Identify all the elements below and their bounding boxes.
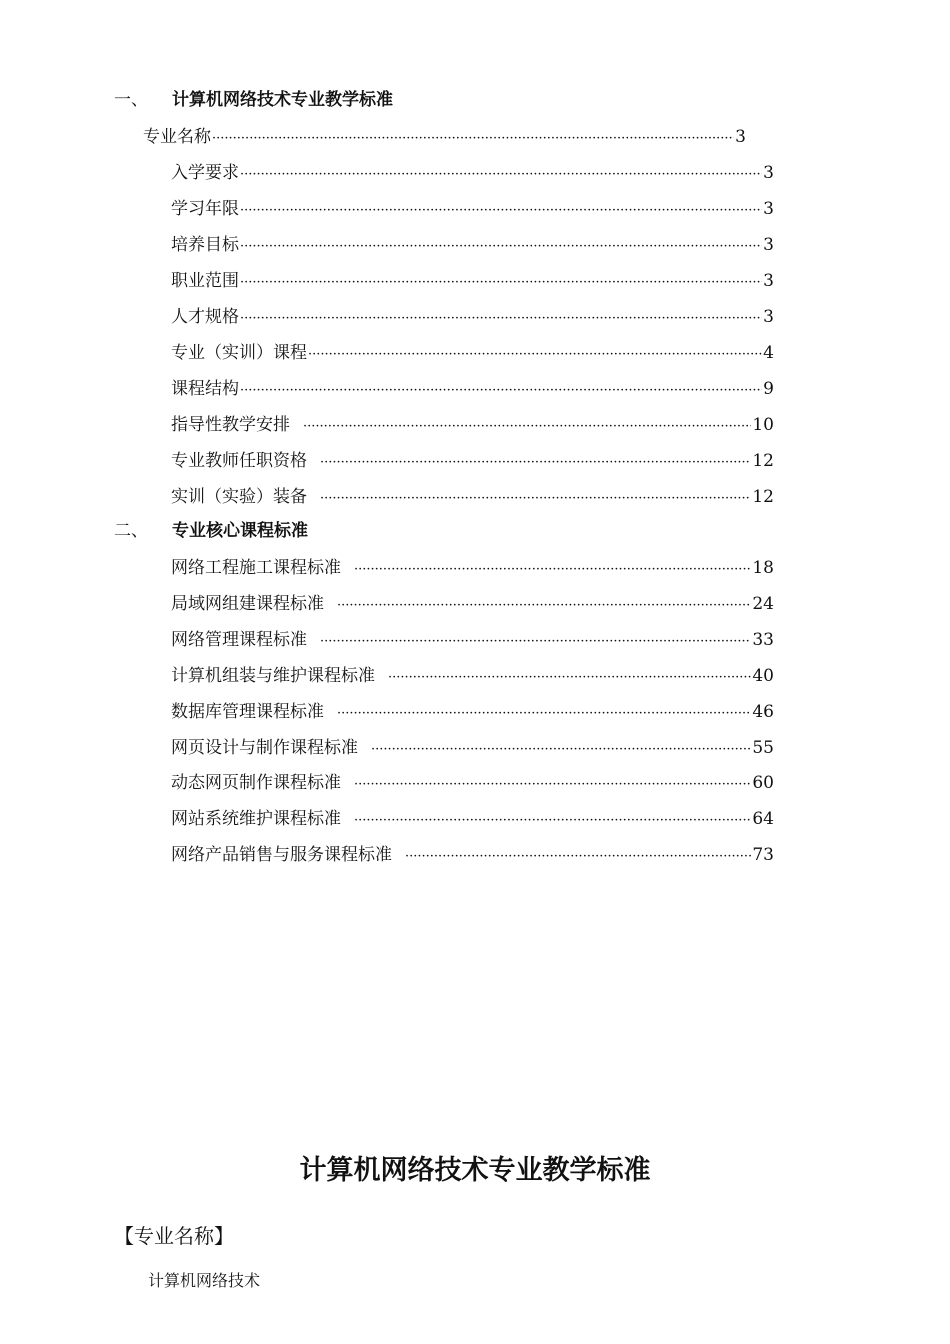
toc-entry-page: 3 [763,199,774,219]
toc-entry-page: 55 [752,738,774,758]
document-title: 计算机网络技术专业教学标准 [299,1155,651,1186]
toc-entry-label: 课程结构 [171,379,239,399]
toc-entry[interactable] [171,843,774,867]
toc-leader-dots [240,271,762,295]
toc-leader-dots [240,235,762,259]
toc-entry-page: 10 [752,415,774,435]
toc-entry-page: 3 [763,271,774,291]
toc-entry[interactable] [171,305,774,329]
toc-leader-dots [240,199,762,223]
toc-entry-page: 24 [752,594,774,614]
toc-entry-page: 64 [752,809,774,829]
toc-leader-dots [320,451,751,475]
toc-entry-page: 3 [735,127,746,147]
toc-entry-page: 3 [763,307,774,327]
toc-entry[interactable] [171,592,774,616]
toc-entry[interactable] [171,736,774,760]
toc-entry[interactable] [171,161,774,185]
toc-section-1-heading[interactable] [114,88,393,112]
toc-leader-dots [240,379,762,403]
toc-section-2-heading[interactable] [114,519,308,543]
toc-entry[interactable] [171,771,774,795]
toc-entry-page: 12 [752,451,774,471]
toc-entry-label: 学习年限 [171,199,239,219]
toc-entry[interactable] [171,807,774,831]
toc-entry-label: 动态网页制作课程标准 [171,773,341,793]
toc-leader-dots [337,594,751,618]
toc-leader-dots [337,702,751,726]
toc-entry-label: 专业（实训）课程 [171,343,307,363]
toc-entry-label: 网络管理课程标准 [171,630,307,650]
toc-entry-label: 培养目标 [171,235,239,255]
toc-entry-label: 网络工程施工课程标准 [171,558,341,578]
section-heading: 【专业名称】 [114,1224,234,1248]
toc-leader-dots [405,845,751,869]
toc-leader-dots [303,415,751,439]
toc-entry[interactable] [171,449,774,473]
toc-entry-page: 46 [752,702,774,722]
toc-entry[interactable] [171,341,774,365]
toc-entry-page: 3 [763,235,774,255]
toc-entry[interactable] [171,700,774,724]
toc-entry-page: 4 [763,343,774,363]
toc-entry-page: 73 [752,845,774,865]
toc-entry-page: 9 [763,379,774,399]
toc-leader-dots [320,487,751,511]
toc-entry[interactable] [171,197,774,221]
toc-entry-page: 18 [752,558,774,578]
toc-section-2-title: 专业核心课程标准 [172,521,308,541]
toc-entry-label: 专业教师任职资格 [171,451,307,471]
toc-leader-dots [354,558,751,582]
toc-entry-page: 33 [752,630,774,650]
toc-leader-dots [354,773,751,797]
toc-entry[interactable] [171,233,774,257]
toc-entry-page: 60 [752,773,774,793]
toc-entry-label: 计算机组装与维护课程标准 [171,666,375,686]
toc-entry-label: 局域网组建课程标准 [171,594,324,614]
toc-entry[interactable] [171,556,774,580]
toc-entry-label: 数据库管理课程标准 [171,702,324,722]
toc-entry[interactable] [171,664,774,688]
toc-entry-label: 入学要求 [171,163,239,183]
toc-section-1-number: 一、 [114,90,148,110]
toc-leader-dots [354,809,751,833]
toc-entry-label: 网页设计与制作课程标准 [171,738,358,758]
toc-leader-dots [240,307,762,331]
toc-entry[interactable] [171,269,774,293]
toc-section-2-number: 二、 [114,521,148,541]
toc-leader-dots [388,666,751,690]
section-body-text: 计算机网络技术 [148,1271,261,1290]
toc-section-1-title: 计算机网络技术专业教学标准 [172,90,393,110]
toc-leader-dots [320,630,751,654]
toc-entry-label: 指导性教学安排 [171,415,290,435]
toc-entry[interactable] [171,628,774,652]
toc-leader-dots [371,738,751,762]
toc-entry-page: 40 [752,666,774,686]
toc-entry[interactable] [143,125,746,149]
toc-entry-label: 实训（实验）装备 [171,487,307,507]
toc-entry-label: 网站系统维护课程标准 [171,809,341,829]
toc-entry[interactable] [171,485,774,509]
toc-leader-dots [308,343,762,367]
toc-entry-page: 12 [752,487,774,507]
toc-entry-label: 网络产品销售与服务课程标准 [171,845,392,865]
toc-entry[interactable] [171,377,774,401]
toc-entry-label: 人才规格 [171,307,239,327]
toc-entry-label: 专业名称 [143,127,211,147]
toc-leader-dots [212,127,734,151]
toc-entry-label: 职业范围 [171,271,239,291]
toc-entry[interactable] [171,413,774,437]
toc-entry-page: 3 [763,163,774,183]
toc-leader-dots [240,163,762,187]
